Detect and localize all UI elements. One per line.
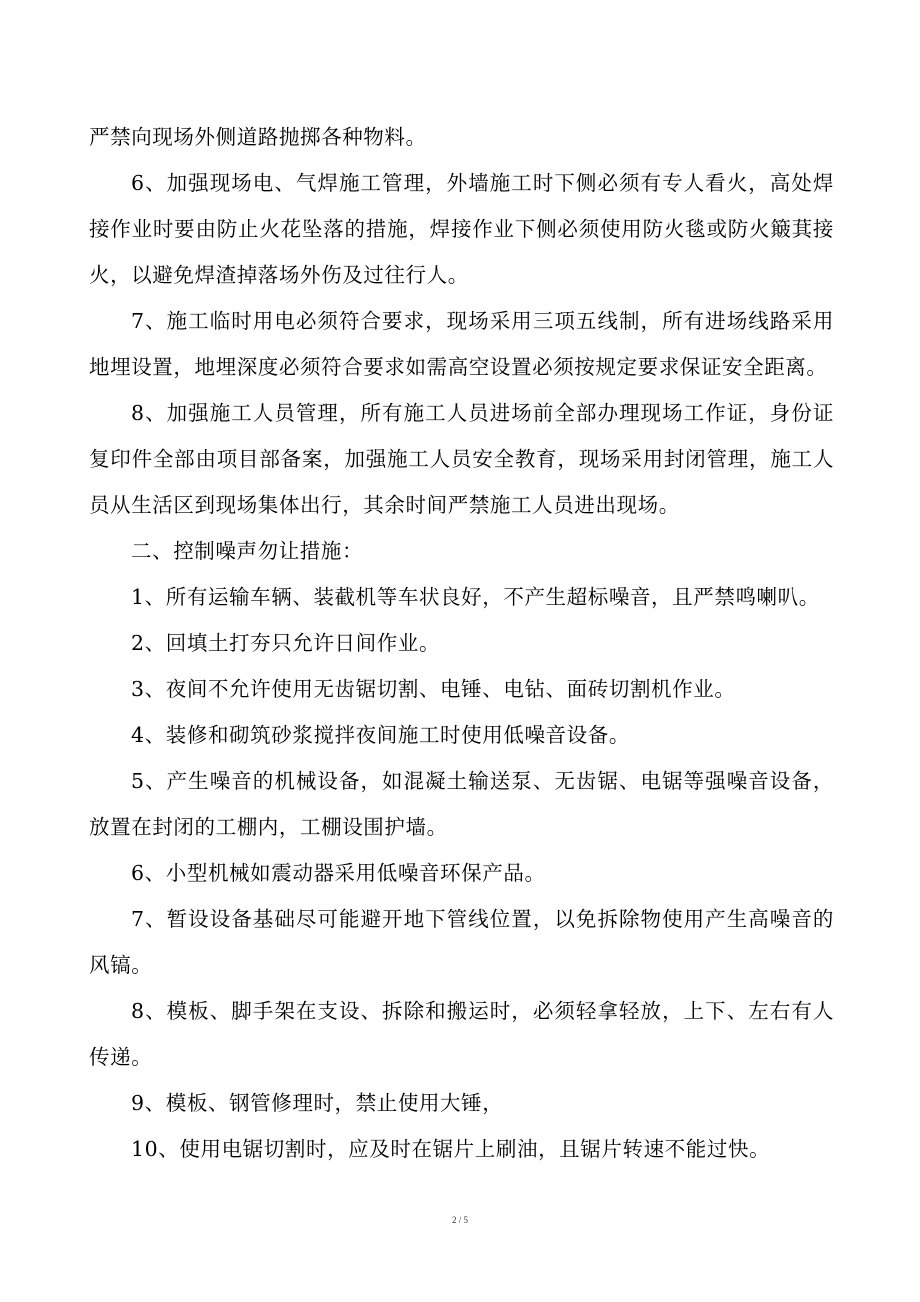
paragraph-item-6-welding: 6、加强现场电、气焊施工管理，外墙施工时下侧必须有专人看火，高处焊接作业时要由防止火花坠落的措施，焊接作业下侧必须使用防火毯或防火簸萁接火，以避免焊渣掉落场外伤及过往行人。 <box>89 171 834 287</box>
paragraph-noise-item-7: 7、暂设设备基础尽可能避开地下管线位置，以免拆除物使用产生高噪音的风镐。 <box>89 907 834 977</box>
paragraph-noise-item-3: 3、夜间不允许使用无齿锯切割、电锤、电钻、面砖切割机作业。 <box>131 677 736 701</box>
page-number: 2 / 5 <box>451 1215 468 1225</box>
paragraph-noise-item-10: 10、使用电锯切割时，应及时在锯片上刷油，且锯片转速不能过快。 <box>131 1137 771 1161</box>
paragraph-noise-item-5: 5、产生噪音的机械设备，如混凝土输送泵、无齿锯、电锯等强噪音设备，放置在封闭的工棚内，工棚设围护墙。 <box>89 769 834 839</box>
document-body <box>89 114 834 1172</box>
paragraph-noise-item-8: 8、模板、脚手架在支设、拆除和搬运时，必须轻拿轻放，上下、左右有人传递。 <box>89 999 834 1069</box>
paragraph-noise-item-1: 1、所有运输车辆、装截机等车状良好，不产生超标噪音，且严禁鸣喇叭。 <box>131 585 820 609</box>
paragraph-item-7-electricity: 7、施工临时用电必须符合要求，现场采用三项五线制，所有进场线路采用地埋设置，地埋深度必须符合要求如需高空设置必须按规定要求保证安全距离。 <box>89 309 834 379</box>
paragraph-continuation: 严禁向现场外侧道路抛掷各种物料。 <box>89 125 427 149</box>
paragraph-item-8-personnel: 8、加强施工人员管理，所有施工人员进场前全部办理现场工作证，身份证复印件全部由项目部备案，加强施工人员安全教育，现场采用封闭管理，施工人员从生活区到现场集体出行，其余时间严禁施工人员进出现场。 <box>89 401 834 517</box>
paragraph-noise-item-6: 6、小型机械如震动器采用低噪音环保产品。 <box>131 861 546 885</box>
paragraph-noise-item-9: 9、模板、钢管修理时，禁止使用大锤， <box>131 1091 504 1115</box>
paragraph-noise-item-4: 4、装修和砌筑砂浆搅拌夜间施工时使用低噪音设备。 <box>131 723 630 747</box>
section-heading-noise-control: 二、控制噪声勿让措施： <box>131 539 364 563</box>
paragraph-noise-item-2: 2、回填土打夯只允许日间作业。 <box>131 631 441 655</box>
